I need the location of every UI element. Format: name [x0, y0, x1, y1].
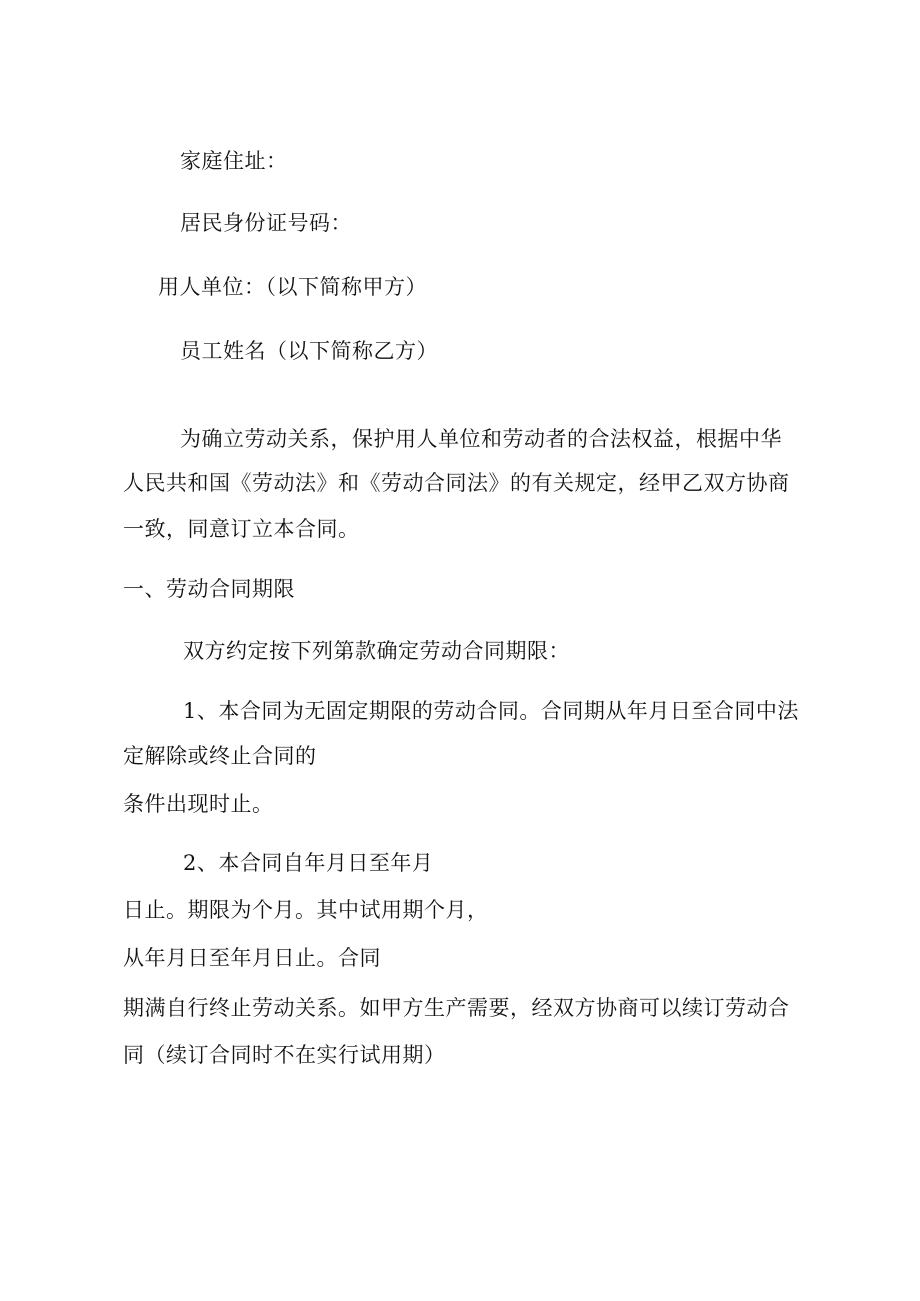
clause-1-line-2: 定解除或终止合同的 [123, 744, 317, 768]
clause-2-line-5: 同（续订合同时不在实行试用期） [123, 1043, 446, 1067]
preamble-line-1: 为确立劳动关系，保护用人单位和劳动者的合法权益，根据中华 [180, 427, 782, 451]
preamble-line-3: 一致，同意订立本合同。 [123, 517, 360, 541]
employee-label: 员工姓名（以下简称乙方） [180, 339, 438, 363]
clause-1-line-3: 条件出现时止。 [123, 792, 274, 816]
preamble-line-2: 人民共和国《劳动法》和《劳动合同法》的有关规定，经甲乙双方协商 [123, 471, 790, 495]
clause-1-line-1: 1、本合同为无固定期限的劳动合同。合同期从年月日至合同中法 [183, 699, 799, 723]
section-1-intro: 双方约定按下列第款确定劳动合同期限： [183, 639, 570, 663]
clause-2-line-2: 日止。期限为个月。其中试用期个月， [123, 898, 489, 922]
id-number-label: 居民身份证号码： [180, 211, 352, 235]
section-1-heading: 一、劳动合同期限 [123, 577, 295, 601]
clause-2-line-1: 2、本合同自年月日至年月 [183, 851, 434, 875]
employer-label: 用人单位：（以下简称甲方） [158, 275, 427, 299]
clause-2-line-3: 从年月日至年月日止。合同 [123, 946, 381, 970]
clause-2-line-4: 期满自行终止劳动关系。如甲方生产需要，经双方协商可以续订劳动合 [123, 996, 790, 1020]
home-address-label: 家庭住址： [180, 149, 288, 173]
